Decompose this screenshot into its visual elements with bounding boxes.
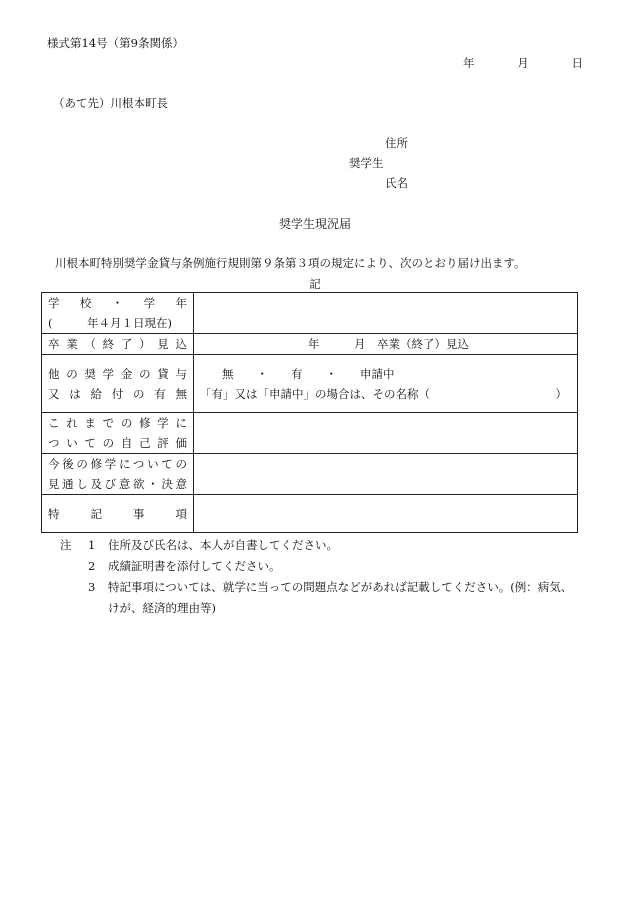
notes-section [60, 535, 572, 619]
note-number: 2 [88, 559, 96, 573]
notes-label: 注 [60, 538, 72, 552]
note-number: 3 [88, 580, 96, 594]
other-scholarship-label-cell [42, 355, 194, 413]
note-item [60, 535, 572, 556]
self-eval-label-cell [42, 413, 194, 454]
outlook-label-2: 見通し及び意欲・決意 [48, 477, 187, 491]
student-label: 奨学生 [349, 156, 384, 170]
table-row-school [42, 293, 578, 334]
table-row-other-scholarship [42, 355, 578, 413]
form-number: 様式第14号（第9条関係） [47, 36, 184, 50]
graduation-label: 卒業（終了）見込 [48, 337, 187, 351]
other-scholarship-note-text: 「有」又は「申請中」の場合は、その名称（ [200, 386, 430, 401]
outlook-label-cell [42, 454, 194, 495]
school-date-label: ( 年４月１日現在) [48, 316, 172, 330]
graduation-label-cell [42, 334, 194, 355]
addressee: （あて先）川根本町長 [53, 96, 168, 110]
note-number: 1 [88, 538, 96, 552]
note-text: 住所及び氏名は、本人が自書してください。 [108, 538, 338, 552]
note-item [60, 577, 572, 598]
self-eval-value-cell[interactable] [194, 413, 578, 454]
note-continuation: けが、経済的理由等) [108, 601, 216, 615]
note-item [60, 556, 572, 577]
other-scholarship-label-2: 又は給付の有無 [48, 386, 187, 401]
school-label-cell [42, 293, 194, 334]
document-title: 奨学生現況届 [278, 217, 351, 231]
other-scholarship-note-close: ） [555, 386, 567, 401]
intro-text: 川根本町特別奨学金貸与条例施行規則第９条第３項の規定により、次のとおり届け出ます。 [55, 256, 526, 270]
remarks-value-cell[interactable] [194, 495, 578, 533]
report-table [41, 292, 578, 533]
outlook-label-1: 今後の修学についての [48, 457, 187, 471]
table-row-remarks [42, 495, 578, 533]
outlook-value-cell[interactable] [194, 454, 578, 495]
other-scholarship-options: 無 ・ 有 ・ 申請中 [222, 366, 395, 381]
other-scholarship-note [200, 384, 577, 404]
school-value-cell[interactable] [194, 293, 578, 334]
note-text: 特記事項については、就学に当っての問題点などがあれば記載してください。(例：病気、 [108, 580, 573, 594]
self-eval-label-2: ついての自己評価 [48, 436, 187, 450]
date-year-label: 年 [463, 56, 475, 70]
graduation-value: 年 月 卒業（終了）見込 [308, 337, 469, 351]
ki-label: 記 [309, 277, 321, 291]
date-month-label: 月 [517, 56, 529, 70]
name-label: 氏名 [385, 176, 408, 190]
address-label: 住所 [385, 136, 408, 150]
remarks-label-cell [42, 495, 194, 533]
table-row-outlook [42, 454, 578, 495]
graduation-value-cell[interactable] [194, 334, 578, 355]
other-scholarship-label-1: 他の奨学金の貸与 [48, 366, 187, 381]
date-day-label: 日 [571, 56, 583, 70]
school-grade-label: 学 校 ・ 学 年 [48, 296, 187, 310]
table-row-self-eval [42, 413, 578, 454]
other-scholarship-value-cell[interactable] [194, 355, 578, 413]
table-row-graduation [42, 334, 578, 355]
note-text: 成績証明書を添付してください。 [108, 559, 281, 573]
remarks-label: 特 記 事 項 [48, 506, 187, 521]
date-line [463, 55, 583, 71]
self-eval-label-1: これまでの修学に [48, 416, 187, 430]
